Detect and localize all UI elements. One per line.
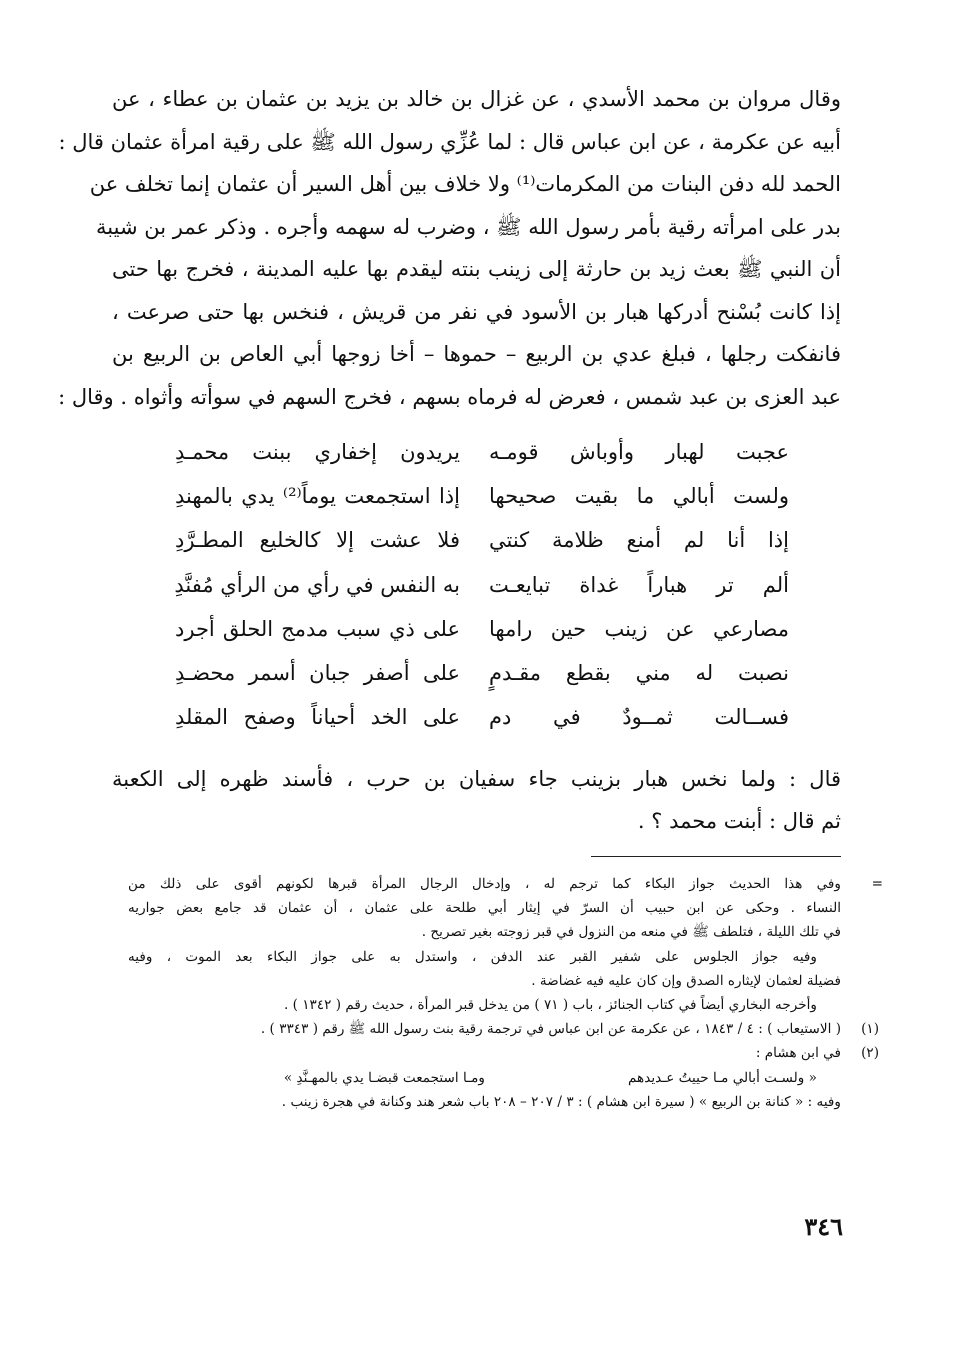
footnote-line: وأخرجه البخاري أيضاً في كتاب الجنائز ، باب ( ٧١ ) من يدخل قبر المرأة ، حديث رقم ( ١٣٤٢ ) . [283,997,817,1014]
poem-verse [160,705,789,749]
footnote-1: (١) ( الاستيعاب ) : ٤ / ١٨٤٣ ، عن عكرمة عن ابن عباس في ترجمة رقية بنت رسول الله ﷺ رقم ( ٣٣٤٣ ) . [128,1017,841,1041]
verse-second-hemistich: به النفس في رأي من الرأي مُفنَّدِ [174,572,460,597]
text-line: وقال مروان بن محمد الأسدي ، عن غزال بن خالد بن يزيد بن عثمان بن عطاء ، عن [112,87,841,111]
verse-first-hemistich: إذا أنا لم أمنع ظلامة كنتي [489,528,789,553]
verse-first-hemistich: ولست أبالي ما بقيت صحيحها [489,484,789,509]
verse-first-hemistich: فســالت ثمــودٌ في دم [489,705,789,730]
text-line: بدر على امرأته رقية بأمر رسول الله ﷺ ، وضرب له سهمه وأجره . وذكر عمر بن شيبة [96,214,841,239]
poem [160,440,789,749]
poem-verse [160,528,789,572]
text-line: ثم قال : أبنت محمد ؟ . [637,809,841,833]
verse-second-hemistich: فلا عشت إلا كالخليع المطـرَّدِ [175,528,460,553]
verse-second-hemistich: يريدون إخفاري ببنت محمـدِ [175,440,460,464]
footnote-2: (٢) في ابن هشام : [128,1041,841,1065]
footnote-number: (١) [861,1021,879,1038]
main-paragraph [58,78,841,418]
verse-first-hemistich: « ولسـت أبالي مـا حييتُ عـديدهم [628,1069,817,1086]
verse-second-hemistich: ومـا استجمعت قبضـا يدي بالمهـنَّدِ » [283,1069,485,1086]
footnote-line: النساء . وحكى عن ابن حبيب أن السرّ في إيثار أبي طلحة على عثمان ، أن عثمان قد جامع بعض جواريه [128,900,841,917]
poem-verse [160,440,789,484]
verse-first-hemistich: عجبت لهبار وأوباش قومـه [489,440,789,464]
page-number: ٣٤٦ [804,1212,843,1241]
verse-second-hemistich: على أصفر جبان أسمر محضـدِ [175,660,460,685]
after-poem-paragraph [112,758,841,842]
text-line: فانفكت رجلها ، فبلغ عدي بن الربيع – حموها – أخا زوجها أبي العاص بن الربيع بن [112,342,841,366]
text-line: إذا كانت بُسْنح أدركها هبار بن الأسود في نفر من قريش ، فنخس بها حتى صرعت ، [112,299,841,324]
verse-second-hemistich: إذا استجمعت يوماً⁽²⁾ يدي بالمهندِ [175,484,460,509]
text-line: أن النبي ﷺ بعث زيد بن حارثة إلى زينب بنته ليقدم بها عليه المدينة ، فخرج بها حتى [112,257,841,281]
verse-first-hemistich: نصبت له مني بقطع مقـدمٍ [489,660,789,685]
footnote-verse [128,1066,841,1090]
continuation-mark: = [871,876,883,892]
footnote-line: = وفي هذا الحديث جواز البكاء كما ترجم له ، وإدخال الرجال المرأة قبرها لكونهم أقوى على ذلك من [128,872,841,896]
footnote-line: وفيه جواز الجلوس على شفير القبر عند الدفن ، واستدل به على جواز البكاء بعد الموت ، وفيه [128,948,817,965]
text-line: الحمد لله دفن البنات من المكرمات⁽¹⁾ ولا خلاف بين أهل السير أن عثمان إنما تخلف عن [89,172,841,196]
footnote-number: (٢) [861,1045,879,1062]
text-line: أبيه عن عكرمة ، عن ابن عباس قال : لما عُزِّي رسول الله ﷺ على رقية امرأة عثمان قال : [58,129,841,154]
verse-first-hemistich: مصارعي عن زينب حين رامها [489,616,789,641]
text-line: قال : ولما نخس هبار بزينب جاء سفيان بن حرب ، فأسند ظهره إلى الكعبة [112,767,841,791]
poem-verse [160,573,789,617]
footnote-separator [591,856,841,857]
verse-first-hemistich: ألم تر هباراً غداة تبايعـت [489,572,789,597]
verse-second-hemistich: على ذي سبب مدمج الحلق أجرد [175,616,460,641]
footnote-line: وفيه : « كنانة بن الربيع » ( سيرة ابن هشام ) : ٣ / ٢٠٧ – ٢٠٨ باب شعر هند وكنانة في هجرة زينب . [281,1093,841,1110]
footnotes [128,872,883,1114]
text-line: عبد العزى بن عبد شمس ، فعرض له فرماه بسهم ، فخرج السهم في سوأته وأثواه . وقال : [58,384,841,409]
poem-verse [160,484,789,528]
footnote-line: فضيلة لعثمان لإيثاره الصدق وإن كان عليه فيه غضاضة . [531,972,841,989]
poem-verse [160,617,789,661]
poem-verse [160,661,789,705]
footnote-line: في تلك الليلة ، فتلطف ﷺ في منعه من النزول في قبر زوجته بغير تصريح . [421,924,841,941]
verse-second-hemistich: على الخد أحياناً وصفح المقلدِ [175,705,460,730]
